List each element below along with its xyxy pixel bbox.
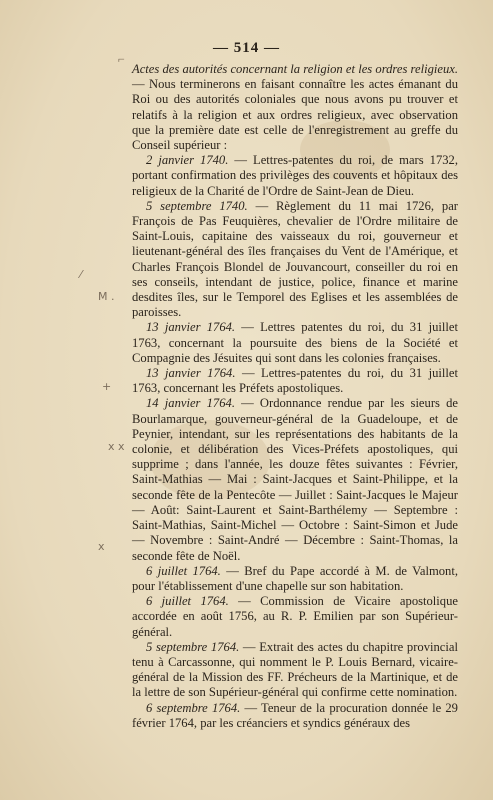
paragraph: 5 septembre 1740. — Règlement du 11 mai 1726, par François de Pas Feuquières, chevalier de l'Ordre militaire de Saint-Louis, capitaine des vaisseaux du roi, gouverneur et lieutenant-général des îles françaises du Vent de l'Amérique, et Charles François Blondel de Jouvancourt, conseiller du roi en ses conseils, intendant de justice, police, finance et marine desdites îles, sur le Temporel des Eglises et les assemblées de paroisses. <box>132 198 458 320</box>
entry-date: 14 janvier 1764. <box>146 396 235 411</box>
page-number: — 514 — <box>213 40 280 56</box>
entry-date: 5 septembre 1740. <box>146 198 248 213</box>
entry-date: 13 janvier 1764. <box>146 366 236 381</box>
corner-mark: ⌐ <box>118 52 125 66</box>
paragraph: 13 janvier 1764. — Lettres-patentes du roi, du 31 juillet 1763, concernant les Préfets apostoliques. <box>132 366 458 396</box>
margin-annotation: + <box>102 380 112 393</box>
entry-date: 6 septembre 1764. <box>146 700 241 715</box>
paragraph: 2 janvier 1740. — Lettres-patentes du roi, de mars 1732, portant confirmation des privilèges des couvents et hôpitaux des religieux de la Charité de l'Ordre de Saint-Jean de Dieu. <box>132 153 458 198</box>
section-heading: Actes des autorités concernant la religion et les ordres religieux. <box>132 62 458 76</box>
margin-annotation: M . <box>98 290 115 303</box>
paragraph: 6 septembre 1764. — Teneur de la procuration donnée le 29 février 1764, par les créanciers et syndics généraux des <box>132 700 458 730</box>
body-text <box>132 62 458 731</box>
entry-date: 13 janvier 1764. <box>146 320 236 335</box>
paragraph: 6 juillet 1764. — Bref du Pape accordé à M. de Valmont, pour l'établissement d'une chapelle sur son habitation. <box>132 563 458 593</box>
paragraph: 5 septembre 1764. — Extrait des actes du chapitre provincial tenu à Carcassonne, qui nomment le P. Louis Bernard, vicaire-général de la Mission des FF. Précheurs de la Martinique, et de la lettre de son Supérieur-général qui confirme cette nomination. <box>132 639 458 700</box>
margin-annotation: x x <box>108 440 125 453</box>
paragraph: Actes des autorités concernant la religion et les ordres religieux. — Nous terminerons en faisant connaître les actes émanant du Roi ou des autorités coloniales que nous avons pu trouver et relatifs à la religion et aux ordres religieux, avec observation que la première date est celle de l'enregistrement au greffe du Conseil supérieur : <box>132 62 458 153</box>
entry-date: 5 septembre 1764. <box>146 639 240 654</box>
paragraph: 14 janvier 1764. — Ordonnance rendue par les sieurs de Bourlamarque, gouverneur-général de la Guadeloupe, et de Peynier, intendant, sur les représentations des habitants de la colonie, et délibération des Vices-Préfets apostoliques, qui supprime ; dans l'année, les douze fêtes suivantes : Février, Saint-Mathias — Mai : Saint-Jacques et Saint-Philippe, et la seconde fête de la Pentecôte — Juillet : Saint-Jacques le Majeur — Août: Saint-Laurent et Saint-Barthélemy — Septembre : Saint-Mathias, Saint-Michel — Octobre : Saint-Simon et Jude — Novembre : Saint-André — Décembre : Saint-Thomas, la seconde fête de Noël. <box>132 396 458 563</box>
entry-date: 2 janvier 1740. <box>146 153 229 168</box>
paragraph: 13 janvier 1764. — Lettres patentes du roi, du 31 juillet 1763, concernant la poursuite des biens de la Société et Compagnie des Jésuites qui sont dans les colonies françaises. <box>132 320 458 365</box>
margin-annotation: x <box>98 540 105 553</box>
paragraph: 6 juillet 1764. — Commission de Vicaire apostolique accordée en août 1756, au R. P. Emilien par son Supérieur-général. <box>132 594 458 639</box>
margin-annotation: ⁄ <box>80 268 82 281</box>
entry-date: 6 juillet 1764. <box>146 594 229 609</box>
entry-date: 6 juillet 1764. <box>146 563 221 578</box>
